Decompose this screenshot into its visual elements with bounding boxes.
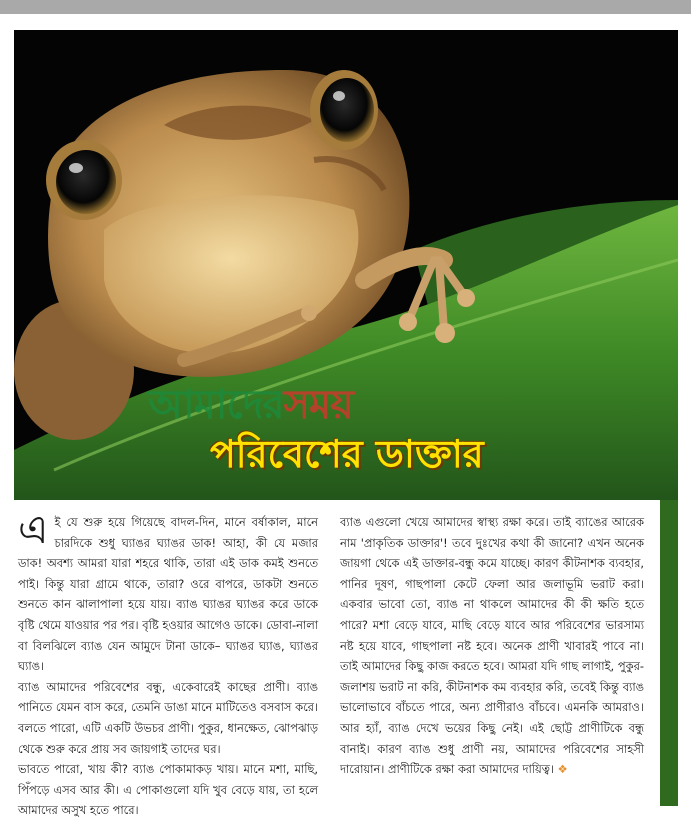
paragraph <box>340 512 644 780</box>
article-title: পরিবেশের ডাক্তার <box>210 432 484 476</box>
article-column-2 <box>340 512 644 780</box>
paragraph: ভাবতে পারো, খায় কী? ব্যাঙ পোকামাকড় খায়। মানে মশা, মাছি, পিঁপড়ে এসব আর কী। এ পোকাগুলো যদি খুব বেড়ে যায়, তা হলে আমাদের অসুখ হতে পারে। <box>18 762 318 818</box>
drop-cap: এ <box>18 507 49 553</box>
paragraph-text: ব্যাঙ এগুলো খেয়ে আমাদের স্বাস্থ্য রক্ষা করে। তাই ব্যাঙের আরেক নাম 'প্রাকৃতিক ডাক্তার'! তবে দুঃখের কথা কী জানো? এখন অনেক জায়গা থেকে এই ডাক্তার-বন্ধু কমে যাচ্ছে। কারণ কীটনাশক ব্যবহার, পানির দূষণ, গাছপালা কেটে ফেলা আর জলাভূমি ভরাট করা। একবার ভাবো তো, ব্যাঙ না থাকলে আমাদের কী কী ক্ষতি হতে পারে? মশা বেড়ে যাবে, মাছি বেড়ে যাবে আর পরিবেশের ভারসাম্য নষ্ট হয়ে যাবে, গাছপালা নষ্ট হবে। অনেক প্রাণী খাবারই পাবে না। তাই আমাদের কিছু কাজ করতে হবে। আমরা যদি গাছ লাগাই, পুকুর-জলাশয় ভরাট না করি, কীটনাশক কম ব্যবহার করি, তবেই কিন্তু ব্যাঙ ভালোভাবে বাঁচতে পারে, অন্য প্রাণীরাও বাঁচবে। এমনকি আমরাও। আর হ্যাঁ, ব্যাঙ দেখে ভয়ের কিছু নেই। এই ছোট্ট প্রাণীটিকে বন্ধু বানাই। কারণ ব্যাঙ শুধু প্রাণী নয়, আমাদের পরিবেশের সাহসী দারোয়ান। প্রাণীটিকে রক্ষা করা আমাদের দায়িত্ব। <box>340 515 644 777</box>
end-mark-icon: ❖ <box>557 762 568 777</box>
watermark-part2: সময় <box>283 382 353 428</box>
leaf-edge-strip <box>660 500 678 806</box>
article-column-1 <box>18 507 318 821</box>
paragraph: ব্যাঙ আমাদের পরিবেশের বন্ধু, একেবারেই কাছের প্রাণী। ব্যাঙ পানিতে যেমন বাস করে, তেমনি ডাঙা মানে মাটিতেও বসবাস করে। বলতে পারো, এটি একটি উভচর প্রাণী। পুকুর, ধানক্ষেত, ঝোপঝাড় থেকে শুরু করে প্রায় সব জায়গাই তাদের ঘর। <box>18 679 318 756</box>
publication-watermark <box>148 380 548 430</box>
article-body <box>14 500 660 818</box>
paragraph: ই যে শুরু হয়ে গিয়েছে বাদল-দিন, মানে বর্ষাকাল, মানে চারদিকে শুধু ঘ্যাঙর ঘ্যাঙর ডাক! আহা, কী যে মজার ডাক! অবশ্য আমরা যারা শহরে থাকি, তারা এই ডাক কমই শুনতে পাই। কিন্তু যারা গ্রামে থাকে, তারা? ওরে বাপরে, ডাকটা শুনতে শুনতে কান ঝালাপালা হয়ে যায়। ব্যাঙ ঘ্যাঙর ঘ্যাঙর করে ডাকে বৃষ্টি থেমে যাওয়ার পর পর। বৃষ্টি হওয়ার আগেও ডাকে। ডোবা-নালা বা বিলঝিলে ব্যাঙ যেন আমুদে টানা ডাকে– ঘ্যাঙর ঘ্যাঙ, ঘ্যাঙর ঘ্যাঙ। <box>18 515 318 674</box>
header-strip <box>0 0 691 14</box>
watermark-part1: আমাদের <box>148 382 284 428</box>
